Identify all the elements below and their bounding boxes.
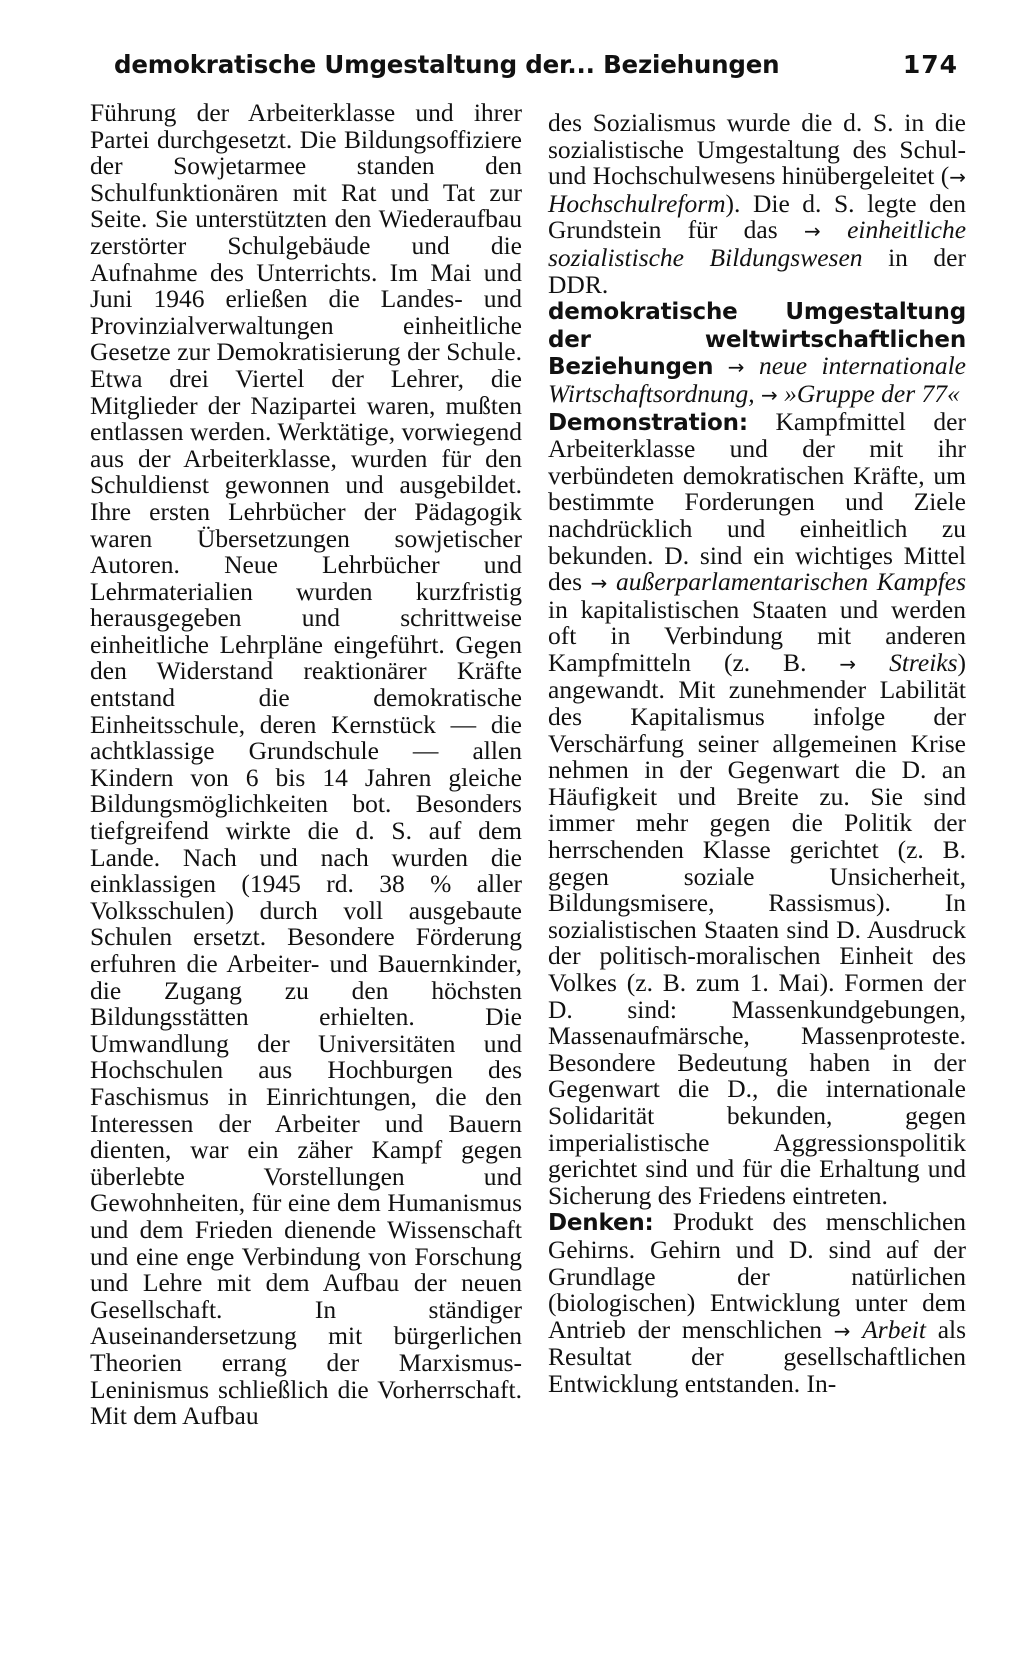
cross-reference-link[interactable]: Hochschulreform (548, 188, 726, 218)
cross-reference-link[interactable]: neue internationale Wirtschaftsordnung, (548, 351, 967, 408)
cross-reference-arrow-icon: → (803, 219, 821, 244)
body-text: ) angewandt. Mit zunehmender Labilität des Kapitalismus infolge der Verschärfung seiner allgemeinen Krise nehmen in der Gegenwart die D. an Häufigkeit und Breite zu. Sie sind immer mehr gegen die Politik der herrschenden Klasse gerichtet (z. B. gegen soziale Unsicherheit, Bildungsmisere, Rassismus). In sozialistischen Staaten sind D. Ausdruck der politisch-moralischen Einheit des Volkes (z. B. zum 1. Mai). Formen der D. sind: Massenkundgebungen, Massenaufmärsche, Massenproteste. Besondere Bedeutung haben in der Gegenwart die D., die internationale Solidarität bekunden, gegen imperialistische Aggressionspolitik gerichtet sind und für die Erhaltung und Sicherung des Friedens eintreten. (548, 647, 967, 1210)
cross-reference-link[interactable]: Arbeit (862, 1314, 926, 1344)
entry-keyword: demokratische Umgestaltung der weltwirtschaftlichen Beziehungen (548, 299, 966, 381)
cross-reference-arrow-icon: → (761, 382, 778, 407)
cross-reference-arrow-icon: → (590, 571, 608, 596)
cross-reference-link[interactable]: einheitliche sozialistische Bildungswesen (548, 215, 967, 272)
page-number: 174 (902, 50, 958, 79)
entry-denken (548, 1209, 966, 1397)
cross-reference-arrow-icon: → (727, 355, 745, 380)
entry-demonstration (548, 406, 967, 1210)
right-column (548, 110, 966, 1398)
cross-reference-arrow-icon: → (839, 651, 857, 676)
entry-keyword: Denken: (548, 1210, 654, 1237)
running-head (114, 50, 964, 90)
body-text: Produkt des menschlichen Gehirns. Gehirn und D. sind auf der Grundlage der natürlichen (biologischen) Entwicklung unter dem Antrieb der menschlichen (548, 1207, 967, 1344)
entry-keyword: Demonstration: (548, 409, 748, 436)
body-text: in kapitalistischen Staaten und werden oft in Verbindung mit anderen Kampfmitteln (z. B. (548, 594, 966, 677)
body-paragraph: Führung der Arbeiterklasse und ihrer Partei durchgesetzt. Die Bildungsoffiziere der Sowjetarmee standen den Schulfunktionären mit Rat und Tat zur Seite. Sie unterstützten den Wiederaufbau zerstörter Schulgebäude und die Aufnahme des Unterrichts. Im Mai und Juni 1946 erließen die Landes- und Provinzialverwaltungen einheitliche Gesetze zur Demokratisierung der Schule. Etwa drei Viertel der Lehrer, die Mitglieder der Nazipartei waren, mußten entlassen werden. Werktätige, vorwiegend aus der Arbeiterklasse, wurden für den Schuldienst gewonnen und ausgebildet. Ihre ersten Lehrbücher der Pädagogik waren Übersetzungen sowjetischer Autoren. Neue Lehrbücher und Lehrmaterialien wurden kurzfristig herausgegeben und schrittweise einheitliche Lehrpläne eingeführt. Gegen den Widerstand reaktionärer Kräfte entstand die demokratische Einheitsschule, deren Kernstück — die achtklassige Grundschule — allen Kindern von 6 bis 14 Jahren gleiche Bildungsmöglichkeiten bot. Besonders tiefgreifend wirkte die d. S. auf dem Lande. Nach und nach wurden die einklassigen (1945 rd. 38 % aller Volksschulen) durch voll ausgebaute Schulen ersetzt. Besondere Förderung erfuhren die Arbeiter- und Bauernkinder, die Zugang zu den höchsten Bildungsstätten erhielten. Die Umwandlung der Universitäten und Hochschulen aus Hochburgen des Faschismus in Einrichtungen, die den Interessen der Arbeiter und Bauern dienten, war ein zäher Kampf gegen überlebte Vorstellungen und Gewohnheiten, für eine dem Humanismus und dem Frieden dienende Wissenschaft und eine enge Verbindung von Forschung und Lehre mit dem Aufbau der neuen Gesellschaft. In ständiger Auseinandersetzung mit bürgerlichen Theorien errang der Marxismus-Leninismus schließlich die Vorherrschaft. Mit dem Aufbau (90, 98, 522, 1431)
body-text: Kampfmittel der Arbeiterklasse und der mit ihr verbündeten demokratischen Kräfte, um bestimmte Forderungen und Ziele nachdrücklich und einheitlich zu bekunden. D. sind ein wichtiges Mittel des (548, 406, 966, 597)
cross-reference-link[interactable]: »Gruppe der 77« (784, 378, 960, 408)
body-text: als Resultat der gesellschaftlichen Entwicklung entstanden. In- (548, 1314, 967, 1398)
left-column (90, 100, 522, 1430)
running-title: demokratische Umgestaltung der... Beziehungen (114, 50, 780, 79)
body-text: ). Die d. S. legte den Grundstein für das (548, 188, 966, 245)
entry-weltwirtschaftliche-beziehungen (548, 298, 966, 408)
cross-reference-link[interactable]: außerparlamentarischen Kampfes (616, 567, 967, 597)
continuation-paragraph (548, 110, 966, 298)
cross-reference-arrow-icon: → (833, 1318, 851, 1343)
cross-reference-arrow-icon: → (949, 165, 966, 190)
body-text: in der DDR. (548, 242, 966, 299)
cross-reference-link[interactable]: Streiks (889, 647, 958, 677)
body-text: des Sozialismus wurde die d. S. in die sozialistische Umgestaltung des Schul- und Hochschulwesens hinübergeleitet ( (548, 108, 966, 191)
